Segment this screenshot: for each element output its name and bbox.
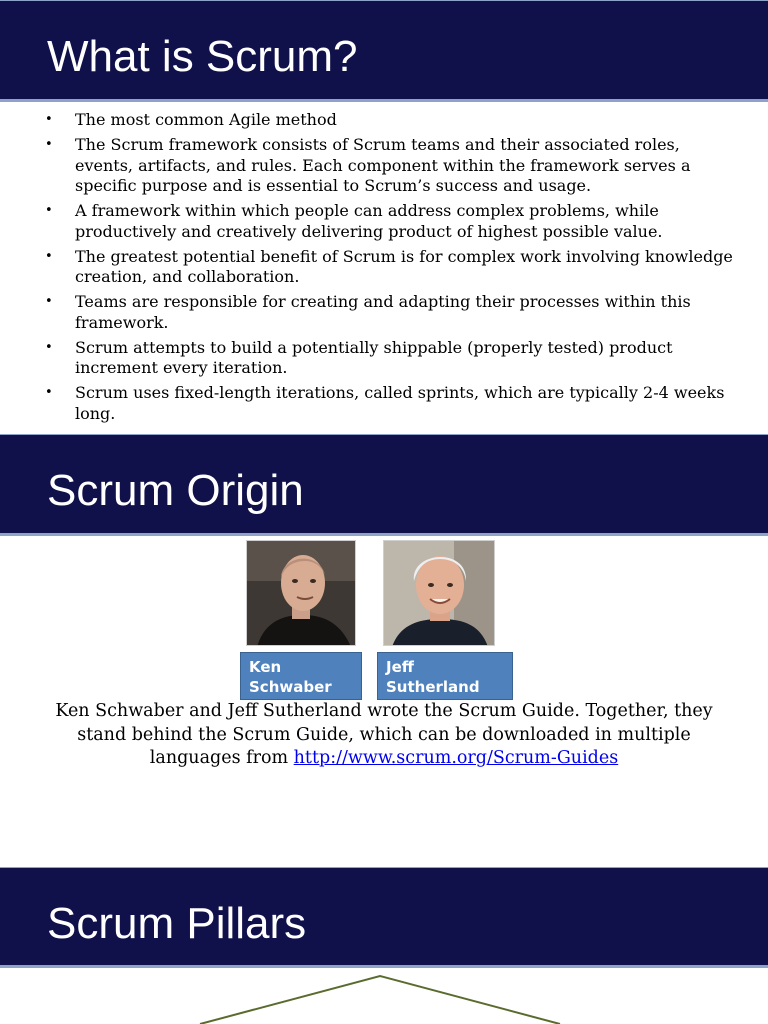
ken-schwaber-photo: [246, 540, 356, 646]
first-name: Ken: [249, 658, 282, 676]
bullet-icon: •: [45, 248, 53, 264]
origin-paragraph: [30, 700, 738, 771]
bullet-icon: •: [45, 137, 53, 152]
name-label-jeff-sutherland: [377, 652, 513, 700]
header-scrum-origin: [0, 434, 768, 536]
last-name: Sutherland: [386, 678, 480, 696]
bullet-text: A framework within which people can address complex problems, while productively and creatively delivering product of highest possible value.: [75, 201, 663, 241]
bullet-text: Scrum attempts to build a potentially shippable (properly tested) product increment every iteration.: [75, 337, 673, 377]
list-item: [0, 338, 740, 379]
pillars-roof-diagram: [0, 968, 768, 1024]
last-name: Schwaber: [249, 678, 332, 696]
list-item: [0, 135, 740, 197]
name-label-ken-schwaber: [240, 652, 362, 700]
jeff-sutherland-photo: [383, 540, 495, 646]
list-item: [0, 201, 740, 242]
bullet-text: Teams are responsible for creating and adapting their processes within this framework.: [75, 292, 691, 332]
section-title: Scrum Pillars: [47, 899, 307, 948]
list-item: [0, 110, 740, 131]
scrum-guides-link[interactable]: http://www.scrum.org/Scrum-Guides: [293, 748, 619, 768]
bullet-icon: •: [45, 203, 53, 218]
list-item: [0, 247, 740, 288]
section-title: Scrum Origin: [47, 466, 304, 515]
header-what-is-scrum: [0, 0, 768, 102]
bullet-icon: •: [45, 112, 53, 127]
bullet-text: The greatest potential benefit of Scrum is for complex work involving knowledge creation, and collaboration.: [75, 246, 733, 286]
header-scrum-pillars: [0, 867, 768, 968]
first-name: Jeff: [386, 658, 414, 676]
list-item: [0, 383, 740, 424]
bullet-icon: •: [45, 294, 53, 309]
origin-text: Ken Schwaber and Jeff Sutherland wrote the Scrum Guide. Together, they stand behind the Scrum Guide, which can be downloaded in multiple languages from: [55, 701, 713, 768]
bullet-icon: •: [45, 339, 53, 355]
bullet-icon: •: [45, 385, 53, 400]
bullet-text: Scrum uses fixed-length iterations, called sprints, which are typically 2-4 weeks long.: [75, 383, 725, 423]
pillars-roof-line: [200, 976, 560, 1024]
bullet-list: [0, 110, 740, 429]
list-item: [0, 292, 740, 333]
bullet-text: The most common Agile method: [75, 110, 337, 129]
section-title: What is Scrum?: [47, 32, 358, 81]
bullet-text: The Scrum framework consists of Scrum teams and their associated roles, events, artifacts, and rules. Each component within the framework serves a specific purpose and is essential to Scrum’s success and usage.: [75, 135, 691, 195]
